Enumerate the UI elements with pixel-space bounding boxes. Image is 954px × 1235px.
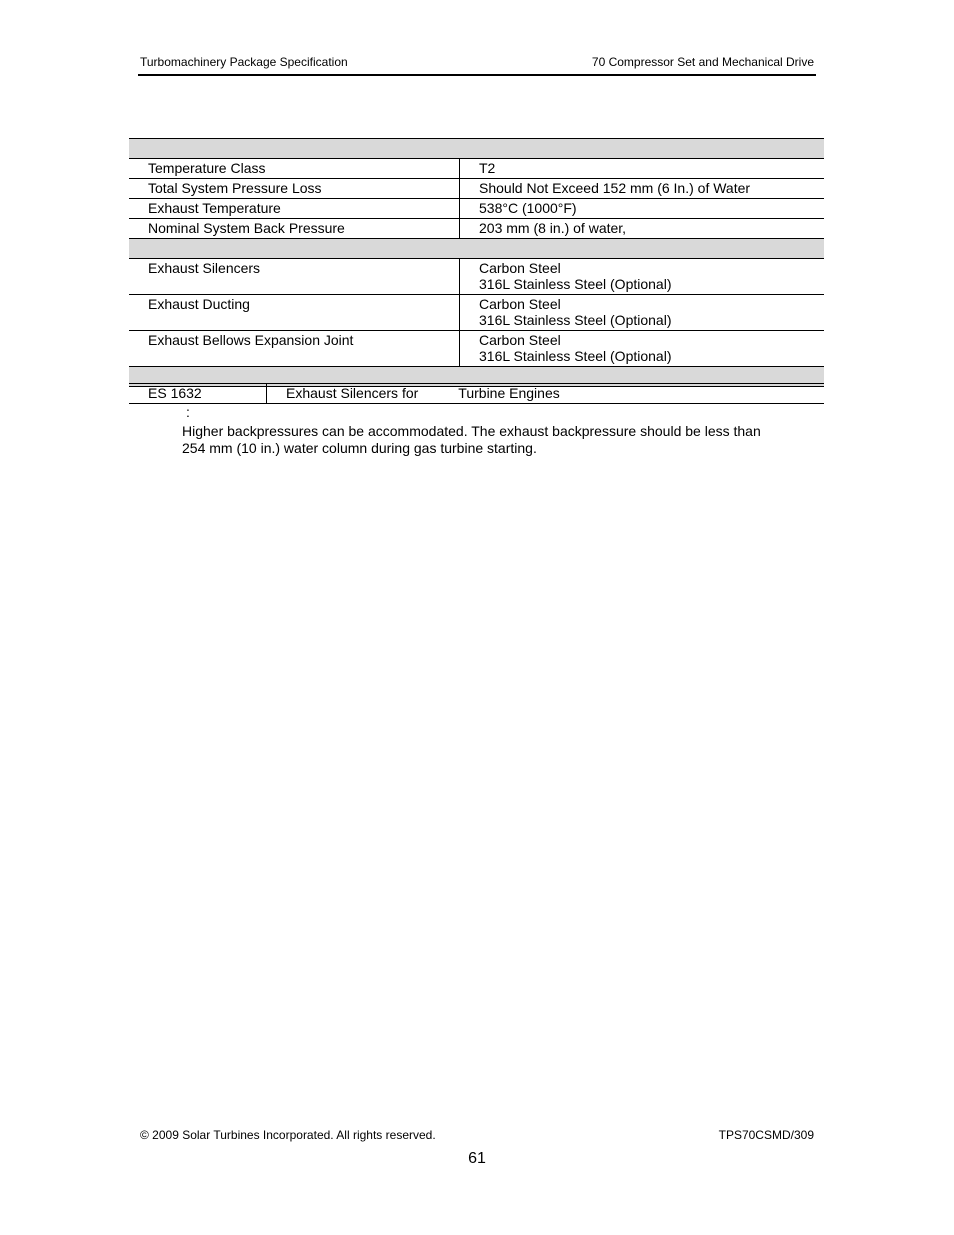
references-table [129, 383, 824, 404]
material-optional: 316L Stainless Steel (Optional) [479, 312, 672, 328]
header-rule [138, 74, 816, 76]
table-row [129, 199, 824, 219]
note-text: Higher backpressures can be accommodated. The exhaust backpressure should be less than 254 mm (10 in.) water column during gas turbine starting. [182, 423, 761, 456]
material-primary: Carbon Steel [479, 332, 561, 348]
row-label: Exhaust Ducting [129, 295, 460, 331]
row-value [460, 259, 825, 295]
page-number: 61 [468, 1150, 486, 1167]
reference-doc-number: ES 1632 [129, 384, 267, 404]
table-band-performance [129, 139, 824, 159]
material-optional: 316L Stainless Steel (Optional) [479, 276, 672, 292]
table-row [129, 179, 824, 199]
row-value: T2 [460, 159, 825, 179]
header-document-title: Turbomachinery Package Specification [140, 55, 348, 69]
header-section-title: 70 Compressor Set and Mechanical Drive [591, 55, 814, 69]
footer-copyright: © 2009 Solar Turbines Incorporated. All rights reserved. [140, 1128, 436, 1142]
table-row [129, 295, 824, 331]
row-value: 203 mm (8 in.) of water, [460, 219, 825, 239]
table-row [129, 259, 824, 295]
reference-title [267, 384, 825, 404]
row-label: Total System Pressure Loss [129, 179, 460, 199]
footer-doc-number: TPS70CSMD/309 [718, 1128, 814, 1142]
row-value: 538°C (1000°F) [460, 199, 825, 219]
row-label: Temperature Class [129, 159, 460, 179]
material-primary: Carbon Steel [479, 260, 561, 276]
reference-title-part1: Exhaust Silencers for [286, 385, 419, 401]
material-primary: Carbon Steel [479, 296, 561, 312]
material-optional: 316L Stainless Steel (Optional) [479, 348, 672, 364]
table-row [129, 331, 824, 367]
table-row [129, 219, 824, 239]
exhaust-spec-table [129, 138, 824, 387]
row-label: Nominal System Back Pressure [129, 219, 460, 239]
reference-title-part2: Turbine Engines [458, 385, 560, 401]
row-label: Exhaust Temperature [129, 199, 460, 219]
notes-colon: : [186, 404, 190, 420]
row-label: Exhaust Bellows Expansion Joint [129, 331, 460, 367]
row-value: Should Not Exceed 152 mm (6 In.) of Water [460, 179, 825, 199]
row-label: Exhaust Silencers [129, 259, 460, 295]
table-row [129, 159, 824, 179]
row-value [460, 331, 825, 367]
row-value [460, 295, 825, 331]
table-row [129, 384, 824, 404]
table-band-materials [129, 239, 824, 259]
